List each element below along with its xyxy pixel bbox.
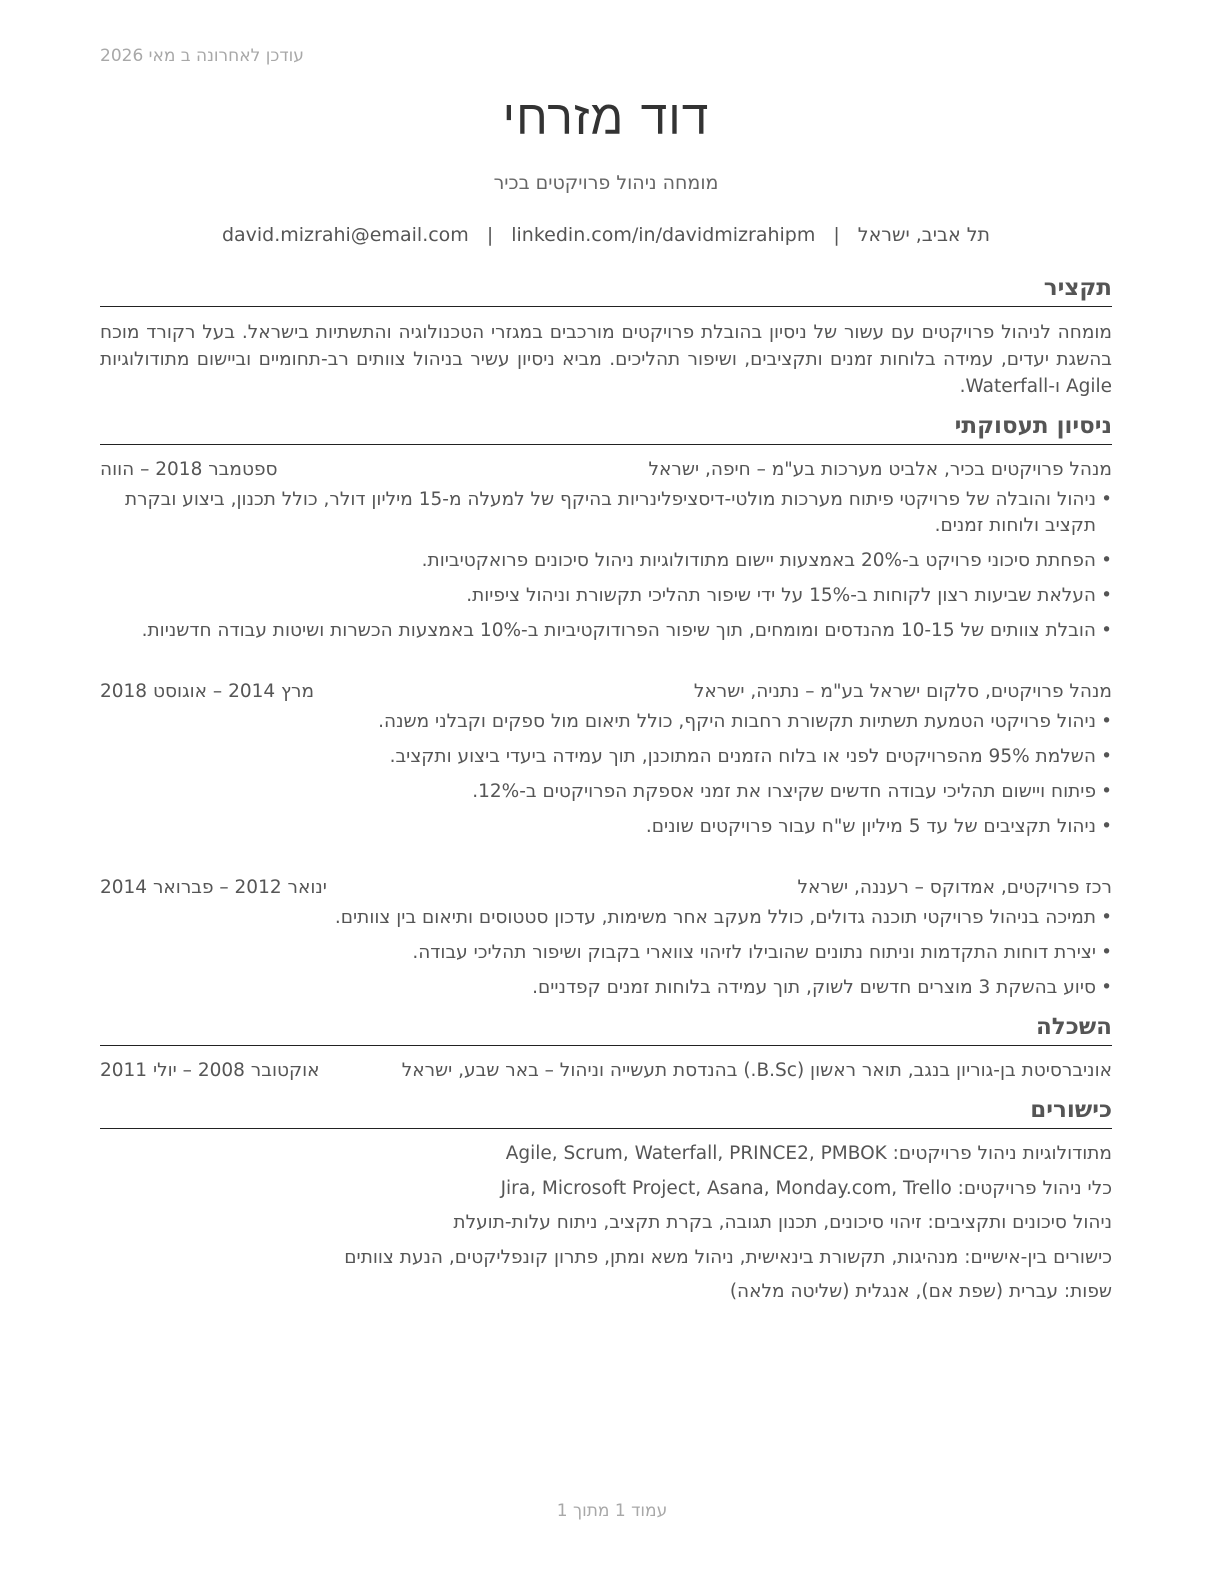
job-bullets (100, 709, 1112, 840)
job-bullet: • השלמת 95% מהפרויקטים לפני או בלוח הזמנים המתוכנן, תוך עמידה ביעדי ביצוע ותקציב. (100, 744, 1112, 770)
professional-title: מומחה ניהול פרויקטים בכיר (493, 172, 719, 194)
skills-list (100, 1141, 1112, 1305)
education-heading: השכלה (100, 1011, 1112, 1046)
resume-content (100, 272, 1112, 1314)
job-bullet: • תמיכה בניהול פרויקטי תוכנה גדולים, כולל מעקב אחר משימות, עדכון סטטוסים ותיאום בין צוותים. (100, 905, 1112, 931)
job-role: מנהל פרויקטים, סלקום ישראל בע"מ – נתניה, ישראל (693, 681, 1112, 702)
job-entry (100, 679, 1112, 840)
job-dates: ינואר 2012 – פברואר 2014 (100, 877, 327, 898)
job-bullet: • יצירת דוחות התקדמות וניתוח נתונים שהובילו לזיהוי צווארי בקבוק ושיפור תהליכי עבודה. (100, 940, 1112, 966)
skills-heading: כישורים (100, 1094, 1112, 1129)
skills-section (100, 1094, 1112, 1305)
job-header (100, 679, 1112, 705)
linkedin-link[interactable]: linkedin.com/in/davidmizrahipm (511, 224, 816, 246)
job-bullets (100, 487, 1112, 644)
summary-section (100, 272, 1112, 400)
experience-section (100, 410, 1112, 1001)
job-bullet: • העלאת שביעות רצון לקוחות ב-15% על ידי שיפור תהליכי תקשורת וניהול ציפיות. (100, 583, 1112, 609)
email-link[interactable]: david.mizrahi@email.com (221, 224, 469, 246)
job-dates: מרץ 2014 – אוגוסט 2018 (100, 681, 315, 702)
skill-item: מתודולוגיות ניהול פרויקטים: Agile, Scrum, Waterfall, PRINCE2, PMBOK (505, 1143, 1112, 1164)
job-role: מנהל פרויקטים בכיר, אלביט מערכות בע"מ – חיפה, ישראל (648, 459, 1112, 480)
job-entry (100, 457, 1112, 644)
job-role: רכז פרויקטים, אמדוקס – רעננה, ישראל (797, 877, 1112, 898)
job-dates: ספטמבר 2018 – הווה (100, 459, 278, 480)
last-updated-note: עודכן לאחרונה ב מאי 2026 (100, 46, 304, 66)
skill-item: כלי ניהול פרויקטים: Jira, Microsoft Project, Asana, Monday.com, Trello (500, 1177, 1112, 1199)
job-bullet: • ניהול פרויקטי הטמעת תשתיות תקשורת רחבות היקף, כולל תיאום מול ספקים וקבלני משנה. (100, 709, 1112, 735)
contact-separator: | (486, 224, 494, 246)
summary-heading: תקציר (100, 272, 1112, 307)
job-bullet: • הפחתת סיכוני פרויקט ב-20% באמצעות יישום מתודולוגיות ניהול סיכונים פרואקטיביות. (100, 548, 1112, 574)
job-header (100, 875, 1112, 901)
job-bullet: • ניהול והובלה של פרויקטי פיתוח מערכות מולטי-דיסציפלינריות בהיקף של למעלה מ-15 מיליון דולר, כולל תכנון, ביצוע ובקרת תקציב ולוחות זמנים. (100, 487, 1112, 539)
job-bullets (100, 905, 1112, 1001)
education-section (100, 1011, 1112, 1084)
skill-item: כישורים בין-אישיים: מנהיגות, תקשורת בינאישית, ניהול משא ומתן, פתרון קונפליקטים, הנעת צוותים (344, 1246, 1112, 1268)
experience-heading: ניסיון תעסוקתי (100, 410, 1112, 445)
skill-item: ניהול סיכונים ותקציבים: זיהוי סיכונים, תכנון תגובה, בקרת תקציב, ניתוח עלות-תועלת (453, 1212, 1112, 1233)
person-name: דוד מזרחי (502, 90, 710, 146)
job-bullet: • ניהול תקציבים של עד 5 מיליון ש"ח עבור פרויקטים שונים. (100, 814, 1112, 840)
skill-item: שפות: עברית (שפת אם), אנגלית (שליטה מלאה) (729, 1281, 1112, 1302)
contact-line (100, 222, 1112, 248)
resume-header (100, 86, 1112, 248)
education-entry (100, 1058, 1112, 1084)
education-dates: אוקטובר 2008 – יולי 2011 (100, 1060, 320, 1081)
job-header (100, 457, 1112, 483)
contact-separator: | (833, 224, 840, 246)
degree: אוניברסיטת בן-גוריון בנגב, תואר ראשון (B.Sc.) בהנדסת תעשייה וניהול – באר שבע, ישראל (401, 1060, 1112, 1081)
page-number: עמוד 1 מתוך 1 (556, 1501, 668, 1521)
job-bullet: • פיתוח ויישום תהליכי עבודה חדשים שקיצרו את זמני אספקת הפרויקטים ב-12%. (100, 779, 1112, 805)
summary-text: מומחה לניהול פרויקטים עם עשור של ניסיון בהובלת פרויקטים מורכבים במגזרי הטכנולוגיה והתשתיות בישראל. בעל רקורד מוכח בהשגת יעדים, עמידה בלוחות זמנים ותקציבים, ושיפור תהליכים. מביא ניסיון עשיר בניהול צוותים רב-תחומיים וביישום מתודולוגיות Agile ו-Waterfall. (100, 322, 1112, 397)
job-bullet: • סיוע בהשקת 3 מוצרים חדשים לשוק, תוך עמידה בלוחות זמנים קפדניים. (100, 975, 1112, 1001)
spacer (100, 653, 1112, 667)
job-entry (100, 875, 1112, 1001)
job-bullet: • הובלת צוותים של 10-15 מהנדסים ומומחים, תוך שיפור הפרודוקטיביות ב-10% באמצעות הכשרות ושיטות עבודה חדשניות. (100, 618, 1112, 644)
spacer (100, 849, 1112, 863)
location: תל אביב, ישראל (857, 224, 991, 246)
